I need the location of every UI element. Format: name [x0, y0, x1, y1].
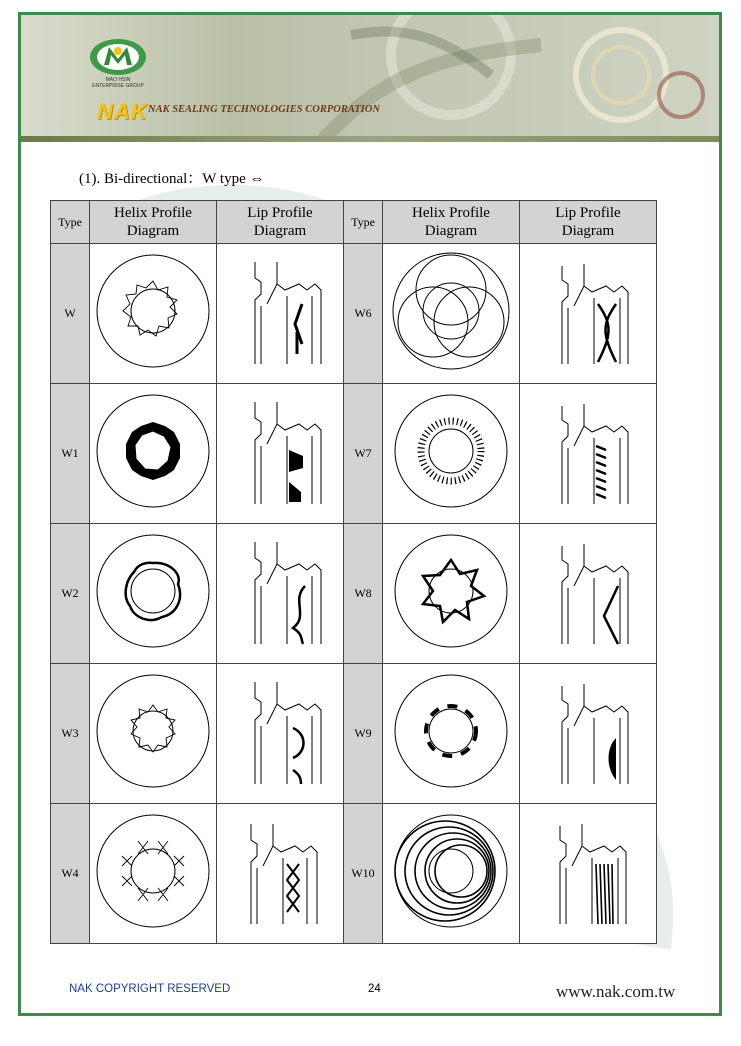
lip-diagram-w7: [520, 384, 657, 524]
nak-logo: NAK: [97, 99, 148, 124]
lip-diagram-w1: [217, 384, 344, 524]
helix-diagram-w6: [383, 244, 520, 384]
table-row: [51, 244, 657, 384]
table-header-row: [51, 201, 657, 244]
type-cell: W8: [344, 524, 383, 664]
lip-diagram-w10: [520, 804, 657, 944]
type-cell: W: [51, 244, 90, 384]
helix-diagram-w9: [383, 664, 520, 804]
table-row: [51, 384, 657, 524]
helix-diagram-w1: [90, 384, 217, 524]
lip-diagram-w4: [217, 804, 344, 944]
lip-diagram-w9: [520, 664, 657, 804]
header-banner: [21, 15, 719, 142]
type-cell: W10: [344, 804, 383, 944]
helix-header-right: Helix Profile Diagram: [383, 201, 520, 244]
lip-diagram-w8: [520, 524, 657, 664]
lip-header-right: Lip Profile Diagram: [520, 201, 657, 244]
section-title: (1). Bi-directional：W type ⇔: [79, 171, 265, 187]
helix-diagram-w2: [90, 524, 217, 664]
lip-header-left: Lip Profile Diagram: [217, 201, 344, 244]
type-cell: W7: [344, 384, 383, 524]
helix-header-left: Helix Profile Diagram: [90, 201, 217, 244]
type-cell: W2: [51, 524, 90, 664]
lip-diagram-w2: [217, 524, 344, 664]
helix-diagram-w7: [383, 384, 520, 524]
type-header-right: Type: [344, 201, 383, 244]
website-link[interactable]: www.nak.com.tw: [556, 982, 676, 1001]
helix-diagram-w: [90, 244, 217, 384]
helix-diagram-w4: [90, 804, 217, 944]
w-type-table: [50, 200, 657, 944]
helix-diagram-w3: [90, 664, 217, 804]
page-number: 24: [368, 983, 381, 995]
copyright-text: NAK COPYRIGHT RESERVED: [69, 983, 231, 995]
group-logo: [87, 37, 149, 82]
lip-diagram-w6: [520, 244, 657, 384]
helix-diagram-w10: [383, 804, 520, 944]
type-cell: W4: [51, 804, 90, 944]
lip-diagram-w3: [217, 664, 344, 804]
type-cell: W1: [51, 384, 90, 524]
table-row: [51, 664, 657, 804]
helix-diagram-w8: [383, 524, 520, 664]
type-header-left: Type: [51, 201, 90, 244]
table-row: [51, 524, 657, 664]
lip-diagram-w: [217, 244, 344, 384]
page-frame: [18, 12, 722, 1016]
banner-rule: [21, 136, 719, 142]
table-row: [51, 804, 657, 944]
company-name: NAK SEALING TECHNOLOGIES CORPORATION: [148, 104, 380, 115]
group-name: MAO HSIN ENTERPRISE GROUP: [92, 77, 144, 89]
type-cell: W9: [344, 664, 383, 804]
type-cell: W6: [344, 244, 383, 384]
type-cell: W3: [51, 664, 90, 804]
